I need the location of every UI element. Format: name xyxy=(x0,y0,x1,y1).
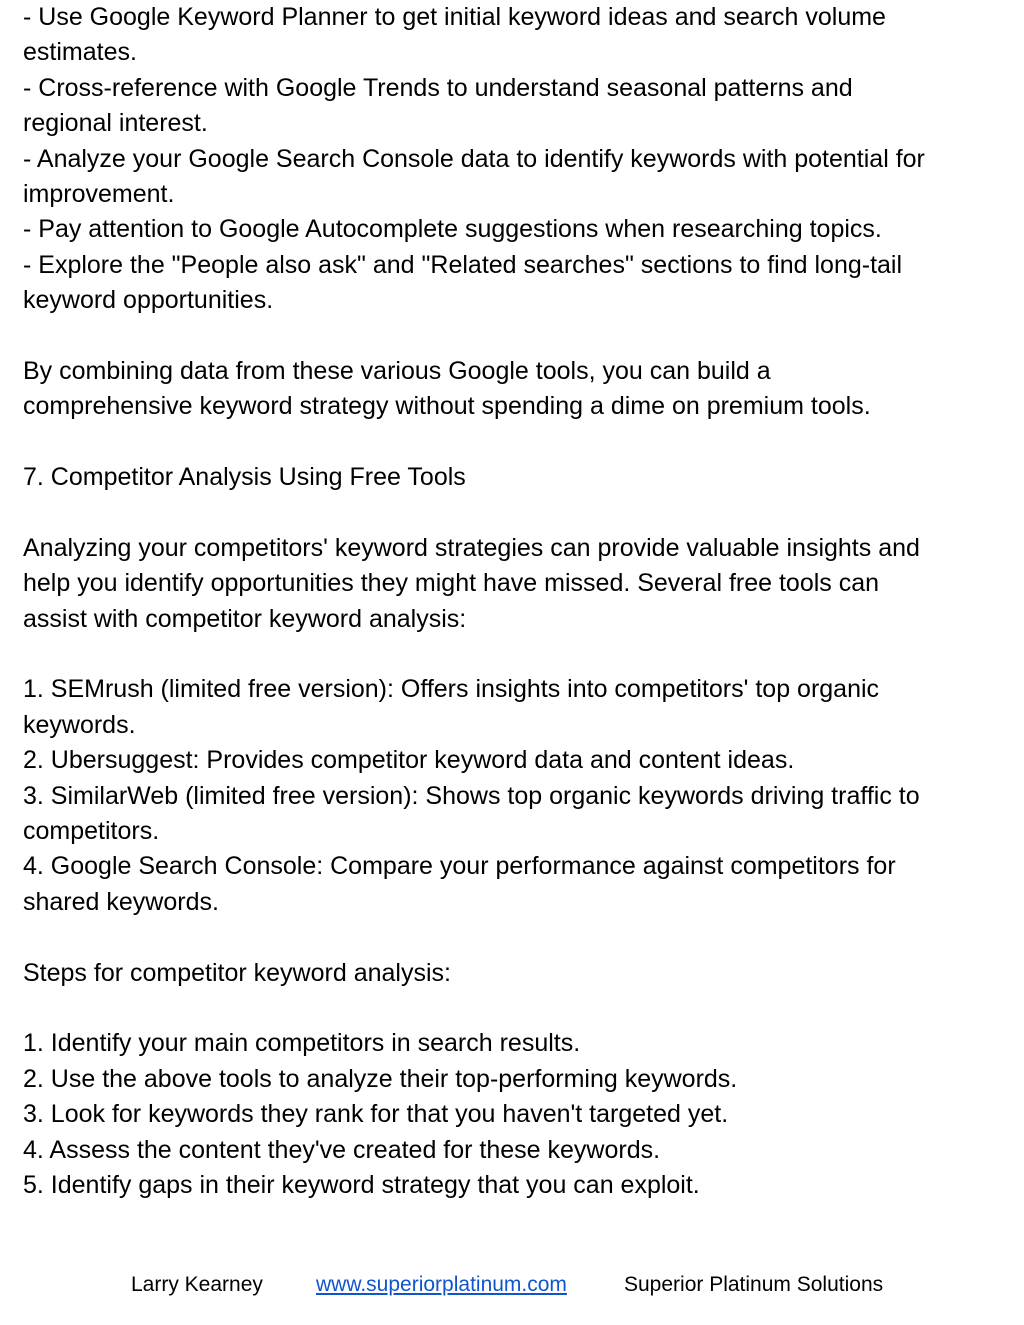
steps-list xyxy=(23,1026,1003,1203)
tools-list xyxy=(23,672,1003,920)
text-line: assist with competitor keyword analysis: xyxy=(23,604,467,633)
text-line: - Explore the "People also ask" and "Related searches" sections to find long-tail xyxy=(23,250,903,279)
blank-line xyxy=(23,425,1003,460)
page-footer xyxy=(0,1270,1024,1300)
section-heading: 7. Competitor Analysis Using Free Tools xyxy=(23,463,466,492)
list-item: 2. Ubersuggest: Provides competitor keyword data and content ideas. xyxy=(23,746,795,775)
list-item: 1. Identify your main competitors in search results. xyxy=(23,1029,581,1058)
list-item: shared keywords. xyxy=(23,887,219,916)
blank-line xyxy=(23,991,1003,1026)
text-line: Analyzing your competitors' keyword strategies can provide valuable insights and xyxy=(23,533,920,562)
list-item: 3. Look for keywords they rank for that you haven't targeted yet. xyxy=(23,1100,729,1129)
text-line: regional interest. xyxy=(23,109,208,138)
footer-company: Superior Platinum Solutions xyxy=(624,1273,884,1296)
footer-website-link[interactable]: www.superiorplatinum.com xyxy=(316,1273,567,1296)
list-item: 4. Assess the content they've created for these keywords. xyxy=(23,1135,661,1164)
footer-author: Larry Kearney xyxy=(131,1273,263,1296)
list-item: 3. SimilarWeb (limited free version): Shows top organic keywords driving traffic to xyxy=(23,781,920,810)
list-item: 1. SEMrush (limited free version): Offers insights into competitors' top organic xyxy=(23,675,880,704)
text-line: - Use Google Keyword Planner to get initial keyword ideas and search volume xyxy=(23,3,886,31)
text-line: comprehensive keyword strategy without spending a dime on premium tools. xyxy=(23,392,871,421)
list-item: 4. Google Search Console: Compare your performance against competitors for xyxy=(23,852,896,881)
list-item: competitors. xyxy=(23,816,160,845)
combining-paragraph xyxy=(23,354,1003,425)
text-line: help you identify opportunities they might have missed. Several free tools can xyxy=(23,569,880,598)
list-item: keywords. xyxy=(23,710,136,739)
blank-line xyxy=(23,495,1003,530)
text-line: - Analyze your Google Search Console data to identify keywords with potential for xyxy=(23,144,925,173)
blank-line xyxy=(23,637,1003,672)
list-item: 5. Identify gaps in their keyword strategy that you can exploit. xyxy=(23,1170,700,1199)
text-line: - Pay attention to Google Autocomplete suggestions when researching topics. xyxy=(23,215,882,244)
intro-paragraph xyxy=(23,531,1003,637)
text-line: keyword opportunities. xyxy=(23,286,274,315)
text-line: estimates. xyxy=(23,38,137,67)
google-tips-list xyxy=(23,0,1003,319)
text-line: - Cross-reference with Google Trends to understand seasonal patterns and xyxy=(23,73,853,102)
steps-heading: Steps for competitor keyword analysis: xyxy=(23,958,451,987)
text-line: By combining data from these various Google tools, you can build a xyxy=(23,356,771,385)
text-line: improvement. xyxy=(23,179,175,208)
blank-line xyxy=(23,319,1003,354)
blank-line xyxy=(23,920,1003,955)
list-item: 2. Use the above tools to analyze their top-performing keywords. xyxy=(23,1064,738,1093)
document-body xyxy=(23,0,1003,1203)
